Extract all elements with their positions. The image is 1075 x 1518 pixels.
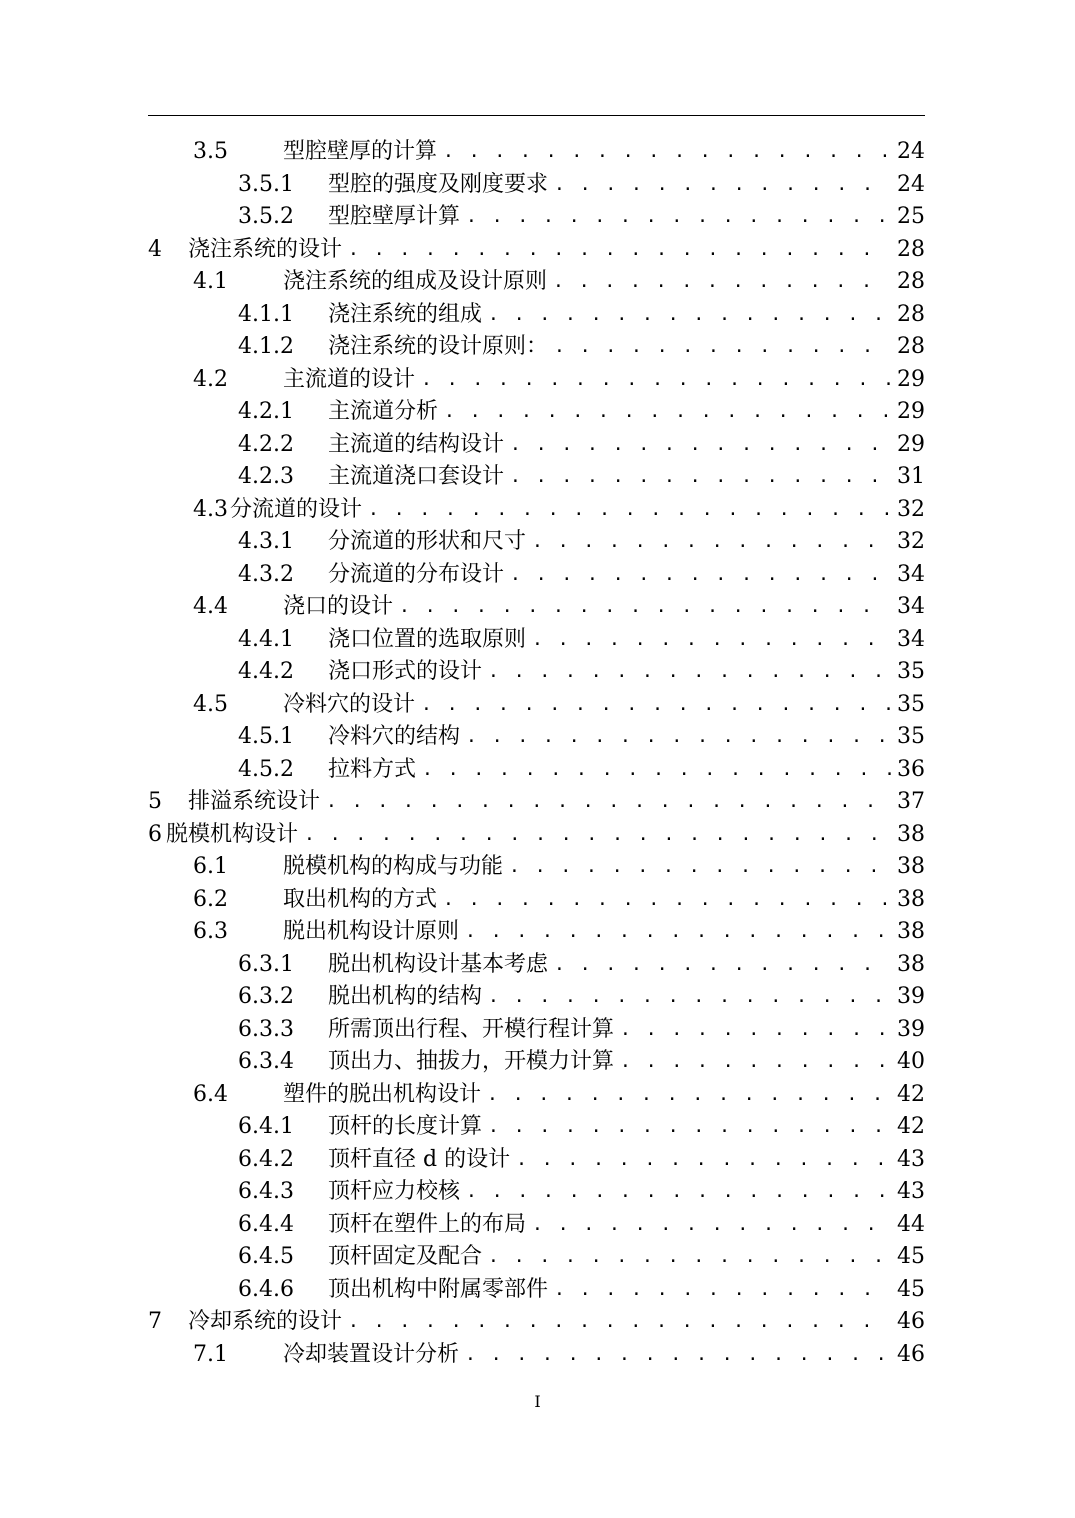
toc-entry-number: 4.2 [193, 366, 228, 392]
toc-entry-page: 28 [897, 236, 925, 262]
toc-dot-leader [443, 136, 891, 169]
toc-dot-leader [488, 1241, 891, 1274]
toc-entry[interactable] [148, 656, 925, 689]
toc-entry[interactable] [148, 1209, 925, 1242]
toc-entry-title: 浇注系统的设计原则： [328, 334, 549, 359]
toc-entry-number: 6.3.1 [238, 951, 294, 977]
toc-dot-leader [488, 1111, 891, 1144]
toc-entry-title: 取出机构的方式 [283, 886, 438, 912]
toc-entry-title: 拉料方式 [328, 756, 417, 782]
toc-entry-title: 塑件的脱出机构设计 [283, 1081, 482, 1107]
toc-dot-leader [368, 494, 891, 527]
toc-dot-leader [348, 234, 891, 267]
toc-entry[interactable] [148, 949, 925, 982]
toc-entry-number: 6.4.5 [238, 1244, 294, 1269]
toc-entry[interactable] [148, 331, 925, 364]
toc-entry[interactable] [148, 494, 925, 527]
toc-entry-number: 4.3.2 [238, 561, 294, 587]
toc-entry-number: 4.3.1 [238, 529, 294, 554]
toc-entry-page: 43 [897, 1146, 925, 1172]
toc-entry-number: 6.3.3 [238, 1016, 294, 1042]
toc-entry-page: 28 [897, 334, 925, 359]
toc-entry-title: 浇口的设计 [283, 594, 394, 619]
toc-entry-page: 32 [897, 496, 925, 522]
toc-entry[interactable] [148, 1014, 925, 1047]
toc-entry[interactable] [148, 689, 925, 722]
toc-entry-title: 冷料穴的设计 [283, 691, 416, 717]
toc-entry-title: 型腔壁厚计算 [328, 204, 461, 229]
toc-entry-number: 4.5.1 [238, 724, 294, 749]
toc-entry-title: 冷却系统的设计 [188, 1309, 343, 1334]
toc-entry[interactable] [148, 1079, 925, 1112]
toc-entry[interactable] [148, 396, 925, 429]
toc-entry-number: 4.2.2 [238, 431, 294, 457]
toc-entry[interactable] [148, 851, 925, 884]
toc-entry-title: 分流道的分布设计 [328, 561, 505, 587]
toc-entry-page: 42 [897, 1081, 925, 1107]
toc-entry-title: 主流道的结构设计 [328, 431, 505, 457]
page-number: I [534, 1392, 541, 1411]
toc-entry[interactable] [148, 1306, 925, 1339]
toc-dot-leader [488, 981, 891, 1014]
toc-dot-leader [554, 169, 891, 202]
toc-entry-title: 顶杆直径 d 的设计 [328, 1146, 511, 1172]
toc-dot-leader [487, 1079, 891, 1112]
toc-entry[interactable] [148, 1241, 925, 1274]
toc-entry-title: 浇注系统的组成及设计原则 [283, 269, 548, 294]
toc-entry-page: 24 [897, 139, 925, 164]
toc-entry[interactable] [148, 786, 925, 819]
toc-entry-page: 35 [897, 691, 925, 717]
toc-entry-title: 浇口位置的选取原则 [328, 626, 527, 652]
toc-dot-leader [554, 331, 891, 364]
toc-entry-title: 浇口形式的设计 [328, 659, 483, 684]
toc-entry-title: 顶杆在塑件上的布局 [328, 1211, 527, 1237]
toc-entry-title: 所需顶出行程、开模行程计算 [328, 1016, 615, 1042]
toc-entry-page: 24 [897, 171, 925, 197]
toc-entry-page: 42 [897, 1114, 925, 1139]
toc-dot-leader [443, 884, 891, 917]
toc-entry-number: 6.2 [193, 886, 228, 912]
toc-entry-title: 分流道的设计 [230, 496, 363, 522]
toc-entry-title: 脱模机构的构成与功能 [283, 854, 504, 879]
toc-entry-number: 7 [148, 1309, 162, 1334]
toc-entry[interactable] [148, 1176, 925, 1209]
toc-entry-number: 5 [148, 789, 162, 814]
toc-entry[interactable] [148, 916, 925, 949]
toc-entry-number: 4 [148, 236, 162, 262]
toc-entry[interactable] [148, 299, 925, 332]
toc-entry-title: 浇注系统的设计 [188, 236, 343, 262]
toc-entry-number: 6.4.3 [238, 1179, 294, 1204]
toc-entry-number: 4.3 [193, 496, 228, 522]
toc-entry-number: 6 [148, 821, 162, 847]
toc-entry-page: 34 [897, 626, 925, 652]
toc-dot-leader [465, 1339, 891, 1372]
toc-dot-leader [466, 721, 891, 754]
toc-entry[interactable] [148, 1274, 925, 1307]
toc-dot-leader [465, 916, 891, 949]
toc-entry[interactable] [148, 461, 925, 494]
toc-entry-page: 28 [897, 269, 925, 294]
toc-entry-page: 29 [897, 431, 925, 457]
toc-entry-title: 顶杆应力校核 [328, 1179, 461, 1204]
toc-entry-page: 34 [897, 561, 925, 587]
toc-dot-leader [509, 851, 891, 884]
header-rule [148, 115, 925, 116]
toc-entry-number: 4.2.3 [238, 464, 294, 489]
toc-entry-title: 脱出机构设计原则 [283, 919, 460, 944]
toc-entry[interactable] [148, 559, 925, 592]
toc-entry-title: 冷料穴的结构 [328, 724, 461, 749]
toc-dot-leader [488, 299, 891, 332]
toc-entry-page: 45 [897, 1276, 925, 1302]
toc-entry-number: 6.4.6 [238, 1276, 294, 1302]
toc-entry-page: 29 [897, 399, 925, 424]
toc-entry-page: 29 [897, 366, 925, 392]
toc-entry-number: 4.5 [193, 691, 228, 717]
toc-dot-leader [516, 1144, 891, 1177]
toc-entry-page: 45 [897, 1244, 925, 1269]
toc-entry-title: 排溢系统设计 [188, 789, 321, 814]
toc-entry-page: 35 [897, 659, 925, 684]
toc-entry-page: 38 [897, 919, 925, 944]
toc-dot-leader [620, 1046, 891, 1079]
toc-dot-leader [532, 1209, 891, 1242]
toc-entry-number: 3.5.2 [238, 204, 294, 229]
toc-entry-number: 3.5.1 [238, 171, 294, 197]
toc-dot-leader [620, 1014, 891, 1047]
toc-entry-page: 38 [897, 854, 925, 879]
toc-entry-title: 脱模机构设计 [166, 821, 299, 847]
toc-entry-page: 32 [897, 529, 925, 554]
toc-entry-number: 4.1.2 [238, 334, 294, 359]
toc-dot-leader [444, 396, 891, 429]
toc-entry-number: 6.3.4 [238, 1049, 294, 1074]
toc-entry-page: 28 [897, 301, 925, 327]
toc-dot-leader [348, 1306, 891, 1339]
toc-dot-leader [532, 624, 891, 657]
toc-entry-page: 37 [897, 789, 925, 814]
toc-entry[interactable] [148, 1046, 925, 1079]
toc-entry-number: 6.4.4 [238, 1211, 294, 1237]
toc-entry-page: 38 [897, 821, 925, 847]
toc-entry-number: 4.1 [193, 269, 228, 294]
toc-entry-title: 顶杆固定及配合 [328, 1244, 483, 1269]
toc-entry[interactable] [148, 364, 925, 397]
toc-entry-title: 主流道分析 [328, 399, 439, 424]
toc-dot-leader [554, 1274, 891, 1307]
toc-entry[interactable] [148, 591, 925, 624]
toc-entry-page: 36 [897, 756, 925, 782]
toc-entry-number: 3.5 [193, 139, 228, 164]
toc-entry-page: 43 [897, 1179, 925, 1204]
toc-entry-page: 44 [897, 1211, 925, 1237]
toc-entry-title: 脱出机构设计基本考虑 [328, 951, 549, 977]
toc-entry[interactable] [148, 1144, 925, 1177]
toc-entry[interactable] [148, 1111, 925, 1144]
toc-dot-leader [466, 201, 891, 234]
toc-entry-title: 主流道浇口套设计 [328, 464, 505, 489]
toc-entry-number: 7.1 [193, 1341, 228, 1367]
toc-entry[interactable] [148, 136, 925, 169]
toc-entry-title: 型腔的强度及刚度要求 [328, 171, 549, 197]
toc-entry-number: 6.4.1 [238, 1114, 294, 1139]
toc-dot-leader [326, 786, 891, 819]
toc-entry[interactable] [148, 754, 925, 787]
toc-entry[interactable] [148, 624, 925, 657]
toc-entry[interactable] [148, 266, 925, 299]
toc-dot-leader [422, 754, 891, 787]
toc-entry-number: 6.3 [193, 919, 228, 944]
toc-dot-leader [399, 591, 891, 624]
toc-dot-leader [510, 559, 891, 592]
toc-entry-page: 39 [897, 984, 925, 1009]
toc-entry-number: 4.4.2 [238, 659, 294, 684]
toc-entry-title: 浇注系统的组成 [328, 301, 483, 327]
toc-dot-leader [421, 364, 891, 397]
toc-entry-title: 顶杆的长度计算 [328, 1114, 483, 1139]
toc-entry[interactable] [148, 884, 925, 917]
toc-entry-number: 4.2.1 [238, 399, 294, 424]
toc-dot-leader [304, 819, 891, 852]
toc-entry-page: 25 [897, 204, 925, 229]
toc-dot-leader [510, 429, 891, 462]
toc-entry-number: 4.1.1 [238, 301, 294, 327]
toc-entry-title: 型腔壁厚的计算 [283, 139, 438, 164]
toc-entry-number: 6.4 [193, 1081, 228, 1107]
toc-entry-page: 46 [897, 1341, 925, 1367]
toc-dot-leader [554, 949, 891, 982]
toc-entry-number: 6.3.2 [238, 984, 294, 1009]
toc-dot-leader [553, 266, 891, 299]
toc-entry-title: 冷却装置设计分析 [283, 1341, 460, 1367]
toc-dot-leader [421, 689, 891, 722]
toc-entry-page: 40 [897, 1049, 925, 1074]
toc-entry-title: 分流道的形状和尺寸 [328, 529, 527, 554]
toc-entry[interactable] [148, 169, 925, 202]
toc-entry[interactable] [148, 721, 925, 754]
toc-entry-page: 39 [897, 1016, 925, 1042]
toc-entry-page: 34 [897, 594, 925, 619]
toc-entry[interactable] [148, 429, 925, 462]
toc-entry-title: 脱出机构的结构 [328, 984, 483, 1009]
toc-dot-leader [466, 1176, 891, 1209]
toc-entry[interactable] [148, 234, 925, 267]
toc-entry-title: 顶出机构中附属零部件 [328, 1276, 549, 1302]
toc-entry-page: 31 [897, 464, 925, 489]
toc-entry[interactable] [148, 819, 925, 852]
toc-entry-page: 38 [897, 951, 925, 977]
toc-entry-number: 4.4 [193, 594, 228, 619]
toc-entry-title: 顶出力、抽拔力，开模力计算 [328, 1049, 615, 1074]
toc-dot-leader [488, 656, 891, 689]
toc-entry-number: 4.5.2 [238, 756, 294, 782]
table-of-contents [148, 136, 925, 1371]
toc-entry[interactable] [148, 526, 925, 559]
toc-entry-number: 4.4.1 [238, 626, 294, 652]
toc-entry-number: 6.1 [193, 854, 228, 879]
toc-dot-leader [532, 526, 891, 559]
toc-entry[interactable] [148, 981, 925, 1014]
toc-entry-title: 主流道的设计 [283, 366, 416, 392]
toc-entry[interactable] [148, 201, 925, 234]
toc-entry-page: 38 [897, 886, 925, 912]
toc-entry[interactable] [148, 1339, 925, 1372]
toc-entry-page: 46 [897, 1309, 925, 1334]
toc-entry-number: 6.4.2 [238, 1146, 294, 1172]
toc-entry-page: 35 [897, 724, 925, 749]
toc-dot-leader [510, 461, 891, 494]
